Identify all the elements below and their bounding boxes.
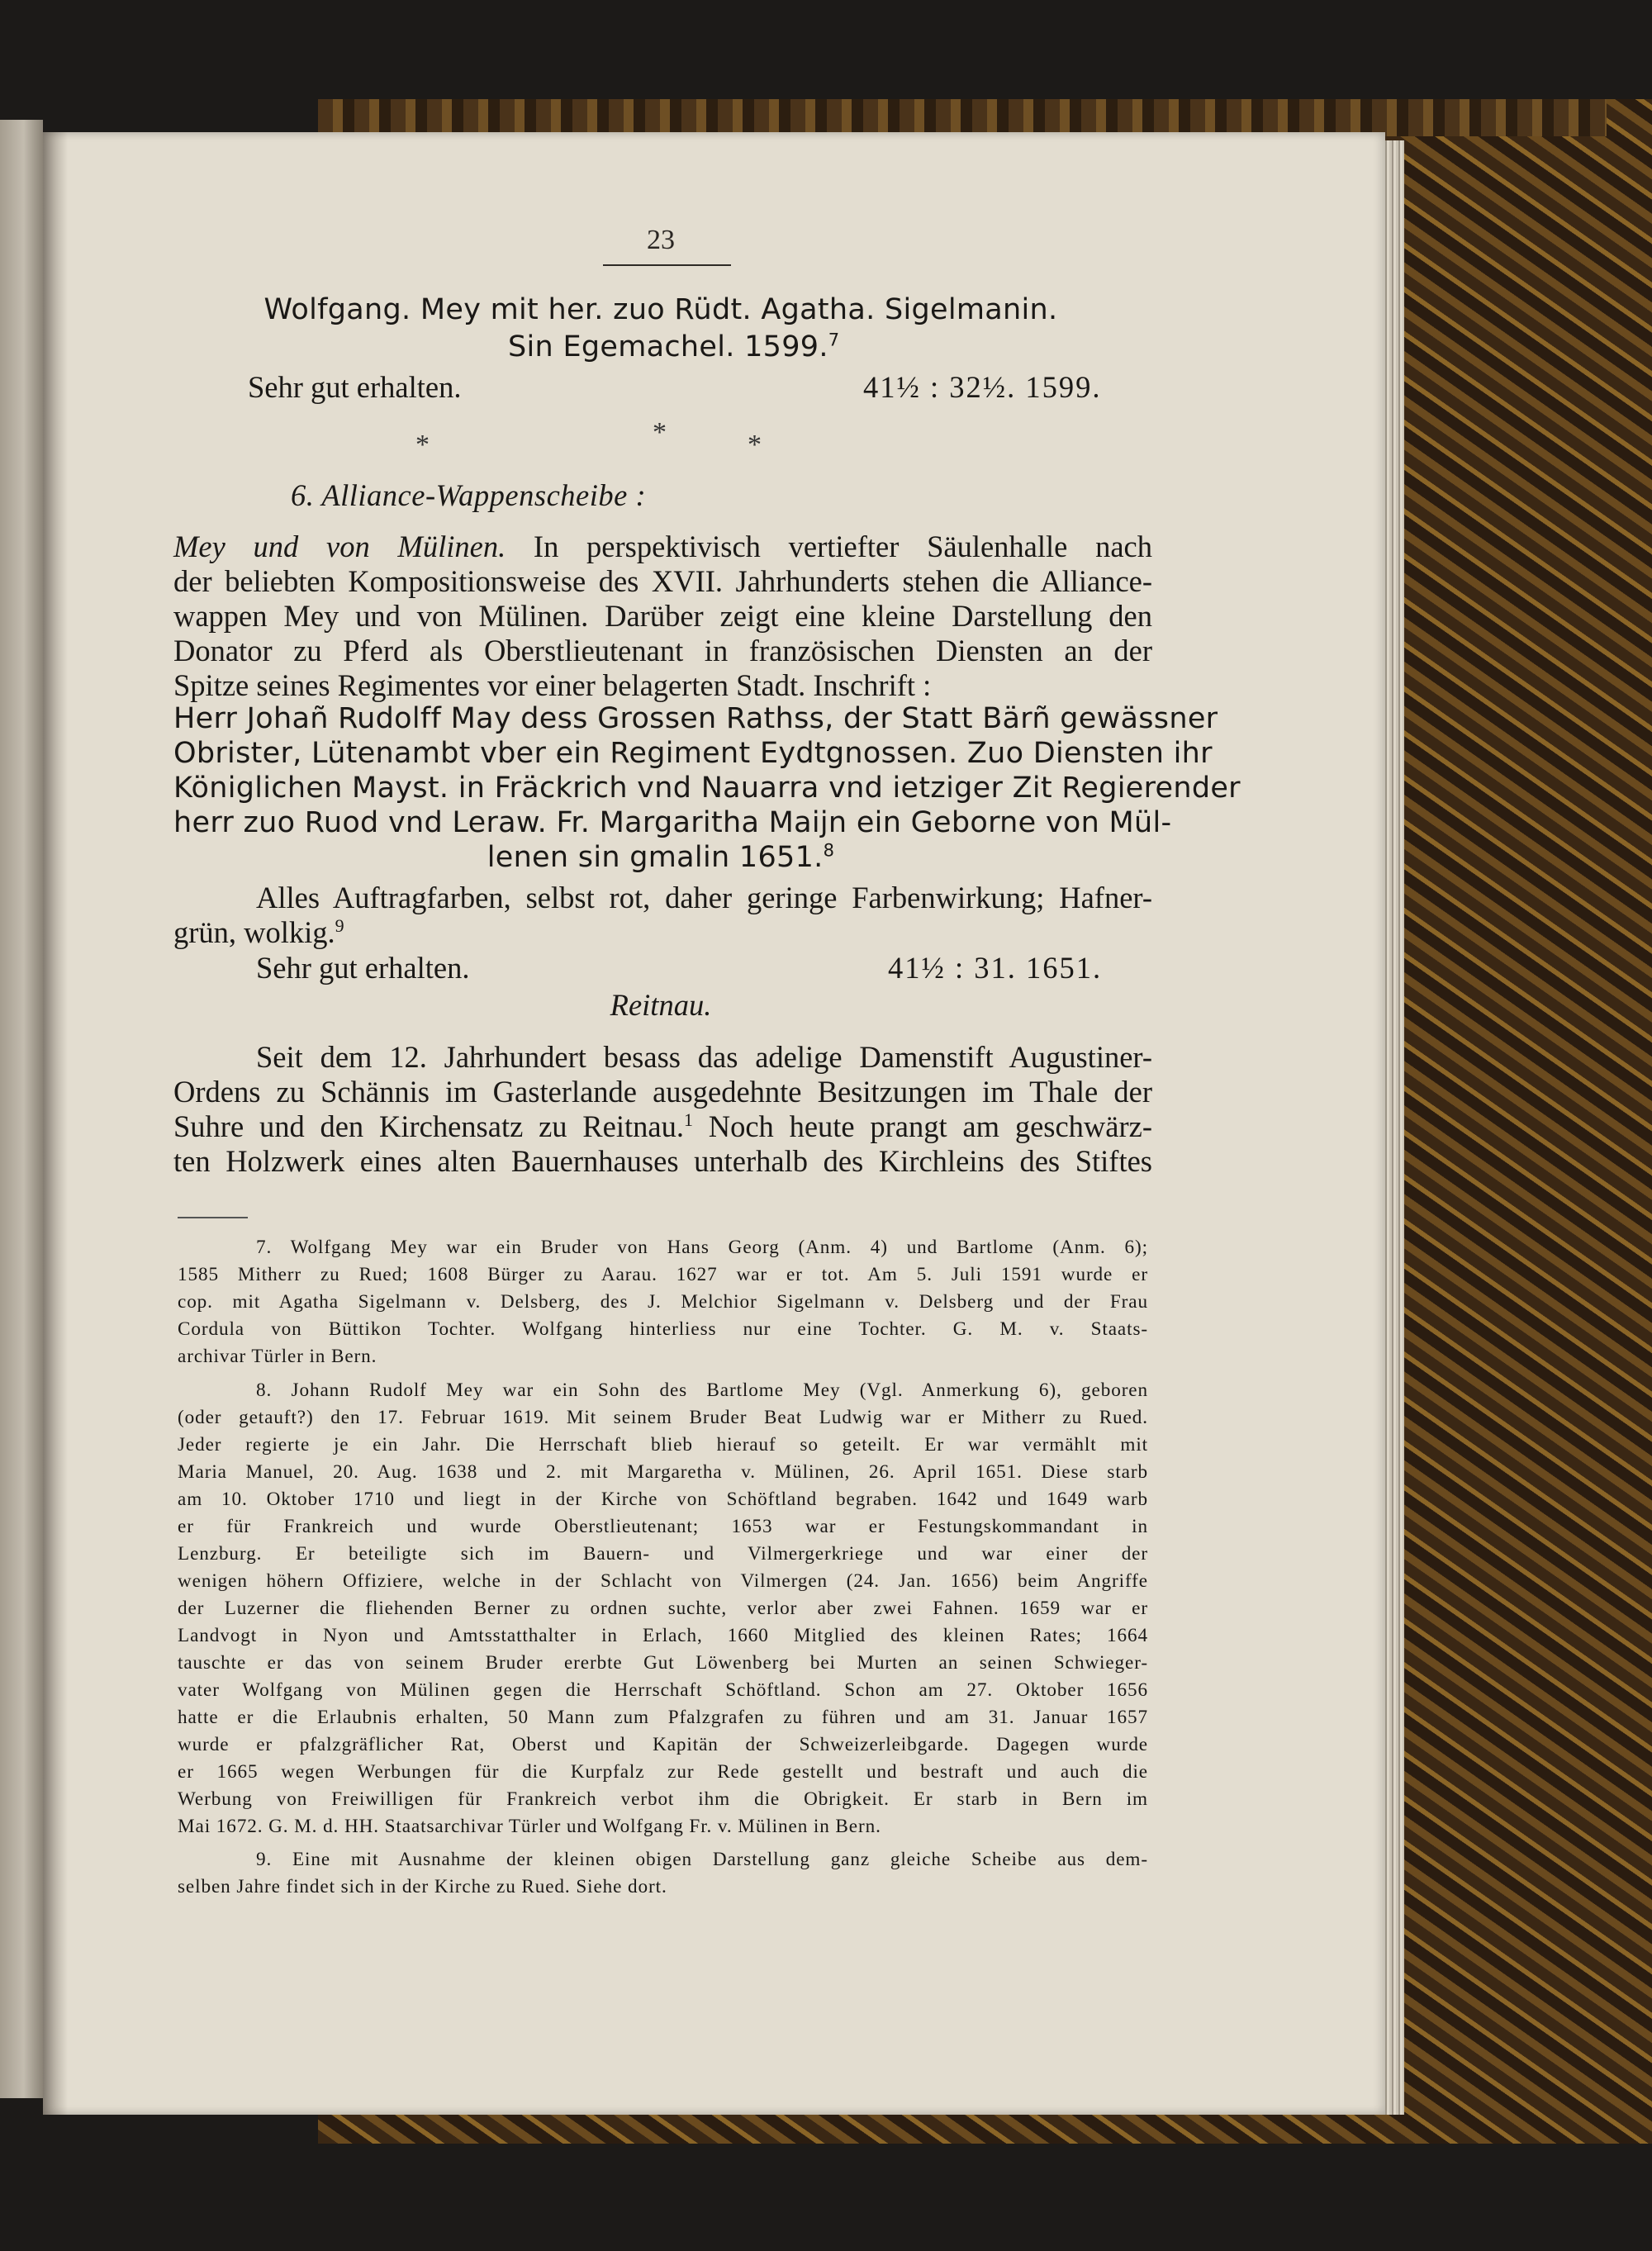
section-heading: 6. Alliance-Wappenscheibe :: [291, 478, 647, 512]
paragraph2-line2: grün, wolkig.$^9$: [173, 914, 344, 949]
paragraph1-line2: der beliebten Kompositionsweise des XVII. Jahrhunderts stehen die Alliance-: [173, 564, 1152, 598]
inscription2-line3: Königlichen Mayst. in Fräckrich vnd Nauarra vnd ietziger Zit Regierender: [173, 772, 1241, 805]
footnote7-line: cop. mit Agatha Sigelmann v. Delsberg, des J. Melchior Sigelmann v. Delsberg und der Frau: [178, 1291, 1148, 1313]
footnote8-line: vater Wolfgang von Mülinen gegen die Herrschaft Schöftland. Schon am 27. Oktober 1656: [178, 1679, 1148, 1701]
footnote7-line: archivar Türler in Bern.: [178, 1346, 377, 1367]
condition2-text: Sehr gut erhalten.: [256, 951, 470, 985]
paragraph3-line3: Suhre und den Kirchensatz zu Reitnau.$^1$ Noch heute prangt am geschwärz-: [173, 1109, 1152, 1143]
footnote9-line: selben Jahre findet sich in der Kirche zu Rued. Siehe dort.: [178, 1876, 667, 1897]
inscription2-line1: Herr Johañ Rudolff May dess Grossen Rathss, der Statt Bärñ gewässner: [173, 702, 1218, 735]
condition2-measure: 41½ : 31. 1651.: [888, 951, 1103, 985]
paragraph1-line5: Spitze seines Regimentes vor einer belagerten Stadt. Inschrift :: [173, 668, 932, 702]
page-number: 23: [647, 225, 675, 255]
footnote8-line: 8. Johann Rudolf Mey war ein Sohn des Bartlome Mey (Vgl. Anmerkung 6), geboren: [256, 1380, 1148, 1401]
footnote8-line: tauschte er das von seinem Bruder ererbte Gut Löwenberg bei Murten an seinen Schwieger-: [178, 1652, 1148, 1674]
footnote8-line: Werbung von Freiwilligen für Frankreich verbot ihm die Obrigkeit. Er starb in Bern im: [178, 1788, 1148, 1810]
footnote8-line: wurde er pfalzgräflicher Rat, Oberst und Kapitän der Schweizerleibgarde. Dagegen wurde: [178, 1734, 1148, 1755]
paragraph1-line1: Mey und von Mülinen. In perspektivisch vertiefter Säulenhalle nach: [173, 530, 1152, 563]
paragraph2-line1: Alles Auftragfarben, selbst rot, daher geringe Farbenwirkung; Hafner-: [256, 881, 1152, 914]
inscription2-line2: Obrister, Lütenambt vber ein Regiment Eydtgnossen. Zuo Diensten ihr: [173, 737, 1213, 770]
paragraph3-line1: Seit dem 12. Jahrhundert besass das adelige Damenstift Augustiner-: [256, 1040, 1152, 1074]
condition1-text: Sehr gut erhalten.: [248, 370, 462, 404]
paragraph1-lead: Mey und von Mülinen.: [173, 530, 506, 563]
separator-star-3: *: [748, 430, 762, 460]
footnote-ref-7: 7: [828, 330, 840, 350]
footnote-rule: [178, 1217, 248, 1218]
inscription2-line4: herr zuo Ruod vnd Leraw. Fr. Margaritha Maijn ein Geborne von Mül-: [173, 806, 1172, 839]
footnote7-line: 1585 Mitherr zu Rued; 1608 Bürger zu Aarau. 1627 war er tot. Am 5. Juli 1591 wurde er: [178, 1264, 1148, 1285]
footnote8-line: Maria Manuel, 20. Aug. 1638 und 2. mit Margaretha v. Mülinen, 26. April 1651. Diese starb: [178, 1461, 1148, 1483]
subheading-reitnau: Reitnau.: [610, 988, 712, 1022]
footnote8-line: er für Frankreich und wurde Oberstlieutenant; 1653 war er Festungskommandant in: [178, 1516, 1148, 1537]
footnote9-line: 9. Eine mit Ausnahme der kleinen obigen Darstellung ganz gleiche Scheibe aus dem-: [256, 1849, 1148, 1870]
footnote8-line: Jeder regierte je ein Jahr. Die Herrschaft blieb hierauf so geteilt. Er war vermählt mit: [178, 1434, 1148, 1456]
inscription1-line1: Wolfgang. Mey mit her. zuo Rüdt. Agatha. Sigelmanin.: [263, 293, 1058, 326]
paragraph3-line2: Ordens zu Schännis im Gasterlande ausgedehnte Besitzungen im Thale der: [173, 1075, 1152, 1109]
footnote7-line: Cordula von Büttikon Tochter. Wolfgang hinterliess nur eine Tochter. G. M. v. Staats-: [178, 1318, 1148, 1340]
footnote8-line: er 1665 wegen Werbungen für die Kurpfalz zur Rede gestellt und bestraft und auch die: [178, 1761, 1148, 1783]
paragraph3-line4: ten Holzwerk eines alten Bauernhauses unterhalb des Kirchleins des Stiftes: [173, 1144, 1152, 1178]
inscription1-line2: Sin Egemachel. 1599.$^7$: [508, 330, 840, 363]
footnote8-line: Mai 1672. G. M. d. HH. Staatsarchivar Türler und Wolfgang Fr. v. Mülinen in Bern.: [178, 1816, 881, 1837]
footnote8-line: Landvogt in Nyon und Amtsstatthalter in Erlach, 1660 Mitglied des kleinen Rates; 1664: [178, 1625, 1148, 1646]
paragraph1-line4: Donator zu Pferd als Oberstlieutenant in französischen Diensten an der: [173, 634, 1152, 667]
condition1-measure: 41½ : 32½. 1599.: [863, 370, 1102, 404]
separator-star-2: *: [653, 417, 667, 448]
footnote-ref-9: 9: [335, 914, 344, 936]
footnote8-line: hatte er die Erlaubnis erhalten, 50 Mann zum Pfalzgrafen zu führen und am 31. Januar 1657: [178, 1707, 1148, 1728]
inscription2-line5: lenen sin gmalin 1651.$^8$: [487, 840, 835, 874]
footnote8-line: (oder getauft?) den 17. Februar 1619. Mit seinem Bruder Beat Ludwig war er Mitherr zu Rued.: [178, 1407, 1148, 1428]
separator-star-1: *: [415, 430, 430, 460]
footnote8-line: am 10. Oktober 1710 und liegt in der Kirche von Schöftland begraben. 1642 und 1649 warb: [178, 1489, 1148, 1510]
paragraph1-line3: wappen Mey und von Mülinen. Darüber zeigt eine kleine Darstellung den: [173, 599, 1152, 633]
footnote8-line: wenigen höhern Offiziere, welche in der Schlacht von Vilmergen (24. Jan. 1656) beim Angriffe: [178, 1570, 1148, 1592]
footnote-ref-1: 1: [683, 1109, 693, 1130]
page-number-rule: [603, 264, 731, 266]
footnote-ref-8: 8: [823, 840, 835, 861]
footnote7-line: 7. Wolfgang Mey war ein Bruder von Hans Georg (Anm. 4) und Bartlome (Anm. 6);: [256, 1237, 1148, 1258]
footnote8-line: Lenzburg. Er beteiligte sich im Bauern- und Vilmergerkriege und war einer der: [178, 1543, 1148, 1565]
footnote8-line: der Luzerner die fliehenden Berner zu ordnen suchte, verlor aber zwei Fahnen. 1659 war er: [178, 1598, 1148, 1619]
